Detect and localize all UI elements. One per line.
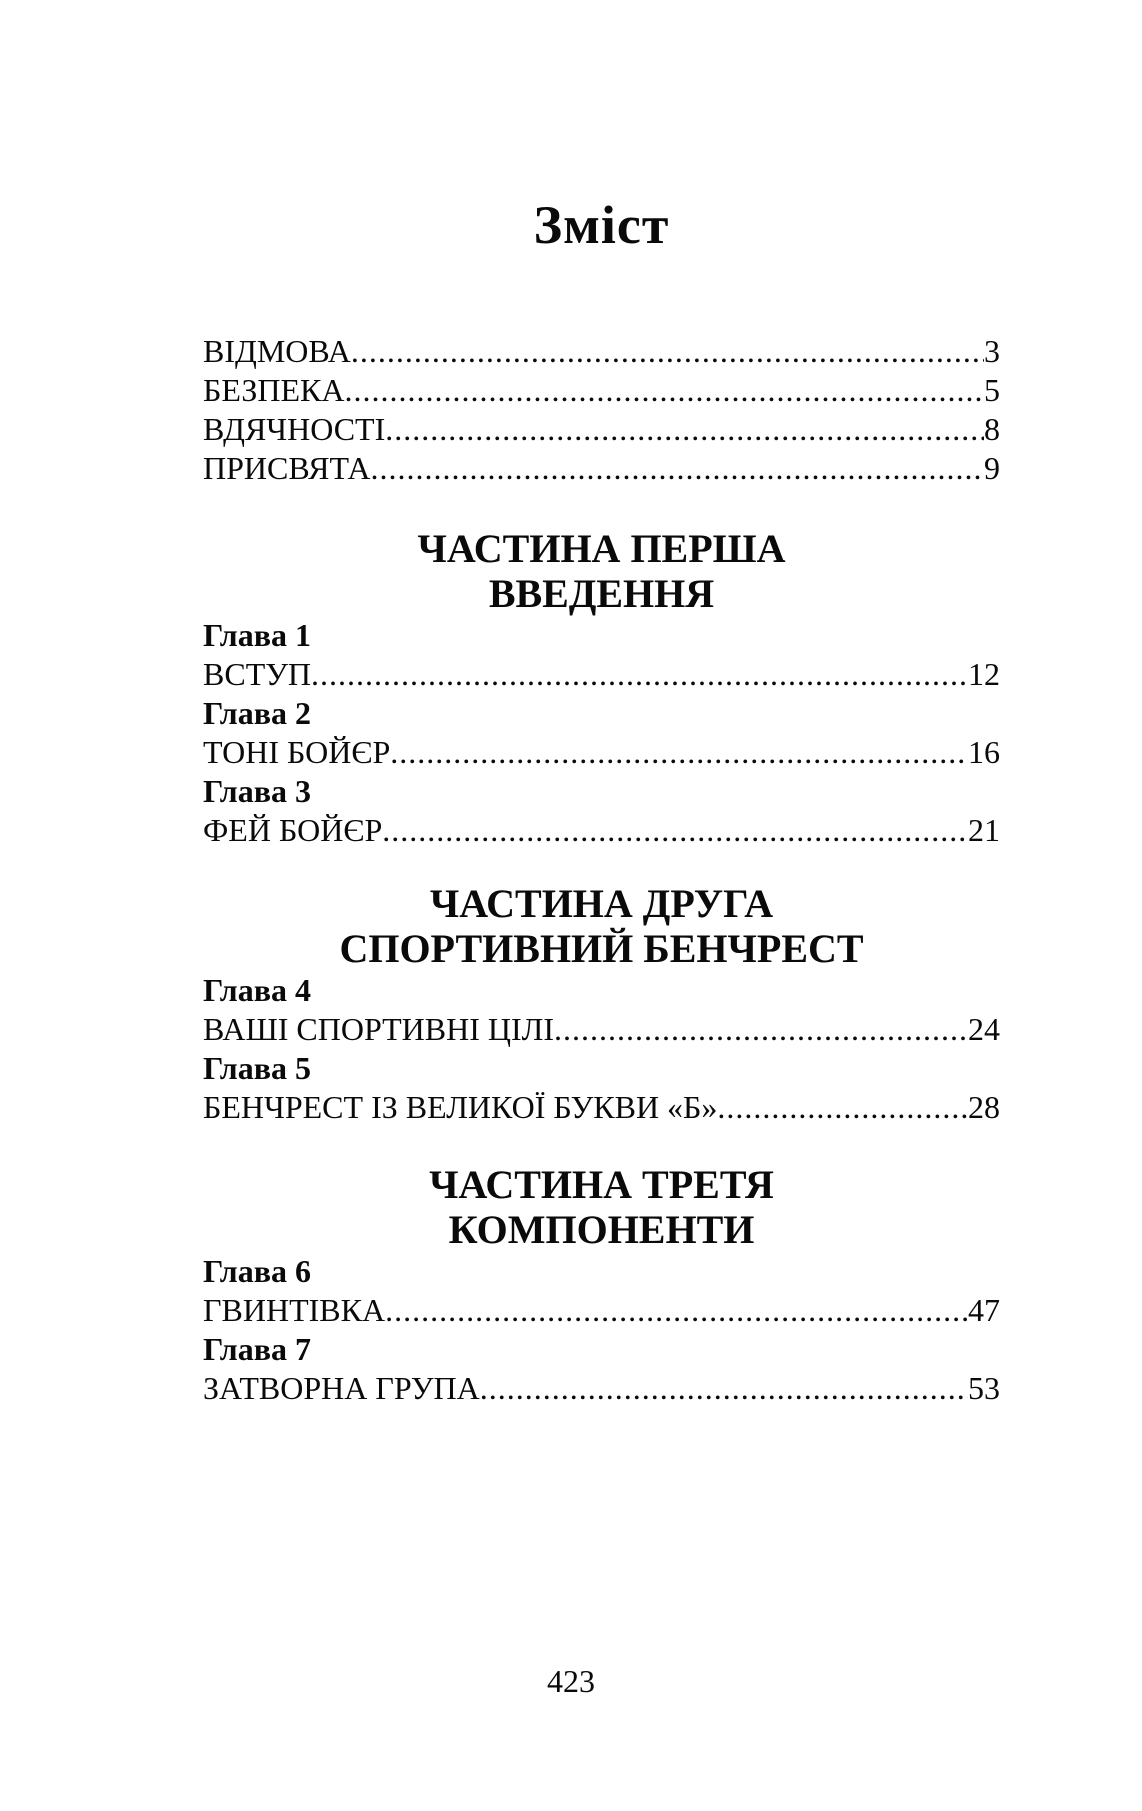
toc-entry-page: 5 xyxy=(984,372,1000,408)
front-matter-list xyxy=(203,332,1000,488)
toc-entry-page: 12 xyxy=(968,656,1000,692)
dot-leader xyxy=(554,1010,968,1049)
toc-entry-page: 3 xyxy=(984,333,1000,369)
toc-entry xyxy=(203,1291,1000,1330)
part-heading xyxy=(203,1162,1000,1252)
toc-entry-page: 24 xyxy=(968,1011,1000,1047)
dot-leader xyxy=(382,811,968,850)
toc-entry-title: ЗАТВОРНА ГРУПА xyxy=(203,1370,480,1406)
toc-entry-title: ВІДМОВА xyxy=(203,333,351,369)
toc-entry-page: 16 xyxy=(968,734,1000,770)
page-number: 423 xyxy=(547,1663,595,1699)
toc-entry-title: ПРИСВЯТА xyxy=(203,450,371,486)
dot-leader xyxy=(480,1369,968,1408)
dot-leader xyxy=(371,449,984,488)
toc-entry-title: ВАШІ СПОРТИВНІ ЦІЛІ xyxy=(203,1011,555,1047)
toc-entry-page: 21 xyxy=(968,812,1000,848)
dot-leader xyxy=(390,733,968,772)
dot-leader xyxy=(717,1088,968,1127)
toc-entry-title: БЕНЧРЕСТ ІЗ ВЕЛИКОЇ БУКВИ «Б» xyxy=(203,1089,718,1125)
chapter-label: Глава 2 xyxy=(203,695,311,731)
part-heading xyxy=(203,526,1000,616)
toc-entry-title: ТОНІ БОЙЄР xyxy=(203,734,391,770)
toc-entry-title: БЕЗПЕКА xyxy=(203,372,345,408)
chapter-label: Глава 1 xyxy=(203,617,311,653)
toc-entry-page: 53 xyxy=(968,1370,1000,1406)
toc-entry-page: 28 xyxy=(968,1089,1000,1125)
part-heading-line1: ЧАСТИНА ДРУГА xyxy=(429,881,774,926)
toc-entry xyxy=(203,332,1000,371)
table-of-contents xyxy=(203,332,1000,1408)
toc-entry-title: ВСТУП xyxy=(203,656,311,692)
page-title: Зміст xyxy=(533,195,670,255)
toc-entry xyxy=(203,410,1000,449)
part-heading-line2: СПОРТИВНИЙ БЕНЧРЕСТ xyxy=(339,926,864,971)
toc-entry-title: ВДЯЧНОСТІ xyxy=(203,411,386,447)
toc-part-three xyxy=(203,1162,1000,1408)
toc-entry xyxy=(203,811,1000,850)
part-heading-line2: КОМПОНЕНТИ xyxy=(448,1207,755,1252)
part-heading xyxy=(203,881,1000,971)
chapter-label: Глава 6 xyxy=(203,1253,311,1289)
dot-leader xyxy=(351,332,984,371)
chapter-label: Глава 7 xyxy=(203,1331,311,1367)
dot-leader xyxy=(311,655,968,694)
toc-entry-page: 8 xyxy=(984,411,1000,447)
part-heading-line2: ВВЕДЕННЯ xyxy=(488,571,715,616)
toc-entry-title: ФЕЙ БОЙЄР xyxy=(203,812,383,848)
toc-entry xyxy=(203,449,1000,488)
toc-entry xyxy=(203,1369,1000,1408)
chapter-label: Глава 4 xyxy=(203,972,311,1008)
toc-entry xyxy=(203,1088,1000,1127)
toc-entry xyxy=(203,1010,1000,1049)
toc-entry-page: 9 xyxy=(984,450,1000,486)
toc-part-one xyxy=(203,526,1000,850)
dot-leader xyxy=(385,1291,968,1330)
toc-entry-title: ГВИНТІВКА xyxy=(203,1292,386,1328)
page-content xyxy=(203,196,1000,1408)
toc-entry xyxy=(203,733,1000,772)
toc-part-two xyxy=(203,881,1000,1127)
dot-leader xyxy=(344,371,984,410)
toc-entry xyxy=(203,655,1000,694)
toc-entry xyxy=(203,371,1000,410)
dot-leader xyxy=(385,410,984,449)
chapter-label: Глава 3 xyxy=(203,773,311,809)
toc-entry-page: 47 xyxy=(968,1292,1000,1328)
part-heading-line1: ЧАСТИНА ПЕРША xyxy=(417,526,786,571)
chapter-label: Глава 5 xyxy=(203,1050,311,1086)
part-heading-line1: ЧАСТИНА ТРЕТЯ xyxy=(429,1162,774,1207)
